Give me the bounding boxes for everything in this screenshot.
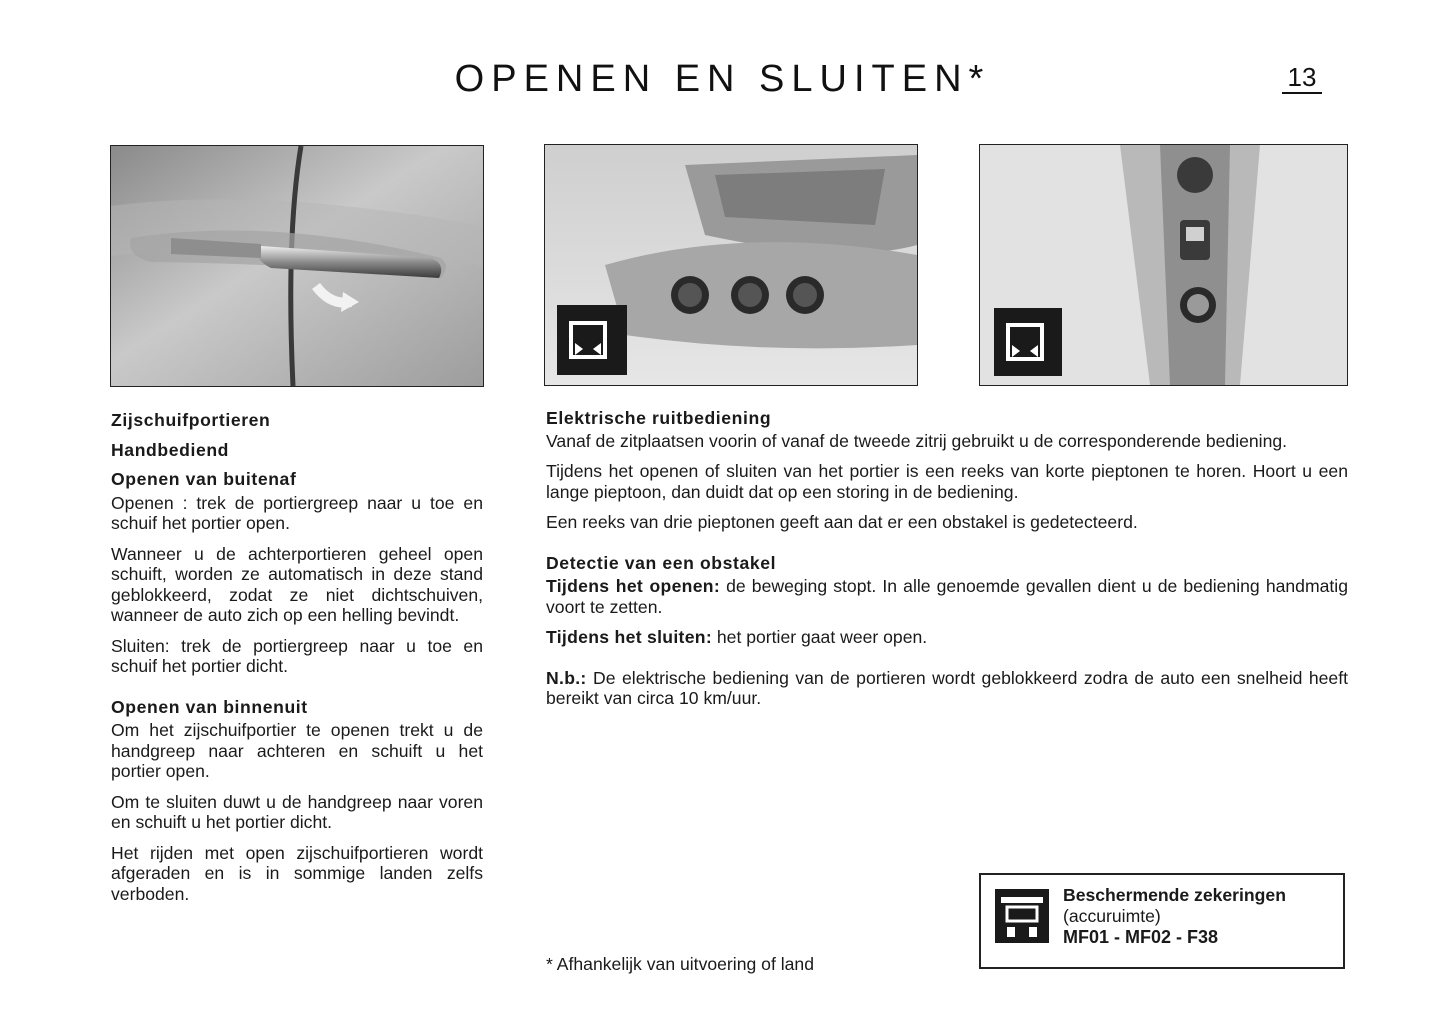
fuse-codes: MF01 - MF02 - F38 [1063,927,1219,947]
paragraph-warning: Het rijden met open zijschuifportieren wordt afgeraden en is in sommige landen zelfs verboden. [111,842,483,904]
heading-manual: Handbediend [111,439,230,460]
paragraph-controls: Vanaf de zitplaatsen voorin of vanaf de tweede zitrij gebruikt u de corresponderende bediening. [546,430,1288,451]
paragraph-during-opening: Tijdens het openen: de beweging stopt. In alle genoemde gevallen dient u de bediening handmatig voort te zetten. [546,576,1348,617]
window-switch-console-photo [544,144,918,386]
paragraph-during-closing: Tijdens het sluiten: het portier gaat weer open. [546,627,928,647]
fuse-location: (accuruimte) [1063,906,1161,926]
label-note: N.b.: [546,667,587,688]
label-during-opening: Tijdens het openen: [546,576,720,596]
page-title: OPENEN EN SLUITEN* [454,58,991,100]
paragraph-note: N.b.: De elektrische bediening van de portieren wordt geblokkeerd zodra de auto een snelheid heeft bereikt van circa 10 km/uur. [546,667,1348,708]
sliding-door-icon [557,305,627,375]
paragraph-open-inside: Om het zijschuifportier te openen trekt u de handgreep naar achteren en schuift u het portier open. [111,720,483,781]
paragraph-beeps: Tijdens het openen of sluiten van het portier is een reeks van korte pieptonen te horen. Hoort u een lange pieptoon, dan duidt dat op een storing in de bediening. [546,461,1348,502]
paragraph-open: Openen : trek de portiergreep naar u toe en schuif het portier open. [111,492,483,533]
heading-sliding-doors: Zijschuifportieren [111,410,271,430]
fuse-box-icon [995,889,1049,943]
paragraph-lock: Wanneer u de achterportieren geheel open schuift, worden ze automatisch in deze stand geblokkeerd, zodat ze niet dichtschuiven, wanneer de auto zich op een helling bevindt. [111,543,483,625]
fuse-title: Beschermende zekeringen [1063,885,1286,905]
paragraph-close: Sluiten: trek de portiergreep naar u toe en schuif het portier dicht. [111,635,483,676]
label-during-closing: Tijdens het sluiten: [546,627,712,647]
right-column [546,408,1348,719]
pillar-switch-photo [979,144,1348,386]
sliding-door-icon [994,308,1062,376]
heading-obstacle-detection: Detectie van een obstakel [546,552,777,573]
paragraph-close-inside: Om te sluiten duwt u de handgreep naar voren en schuift u het portier dicht. [111,791,483,832]
heading-open-outside: Openen van buitenaf [111,469,297,489]
page-number: 13 [1282,62,1322,94]
footnote: * Afhankelijk van uitvoering of land [546,954,814,974]
left-column [111,410,483,914]
paragraph-obstacle-beeps: Een reeks van drie pieptonen geeft aan dat er een obstakel is gedetecteerd. [546,512,1138,532]
heading-electric-windows: Elektrische ruitbediening [546,408,772,428]
heading-open-inside: Openen van binnenuit [111,696,308,717]
fuse-info-box [979,873,1345,969]
door-handle-photo [110,145,484,387]
